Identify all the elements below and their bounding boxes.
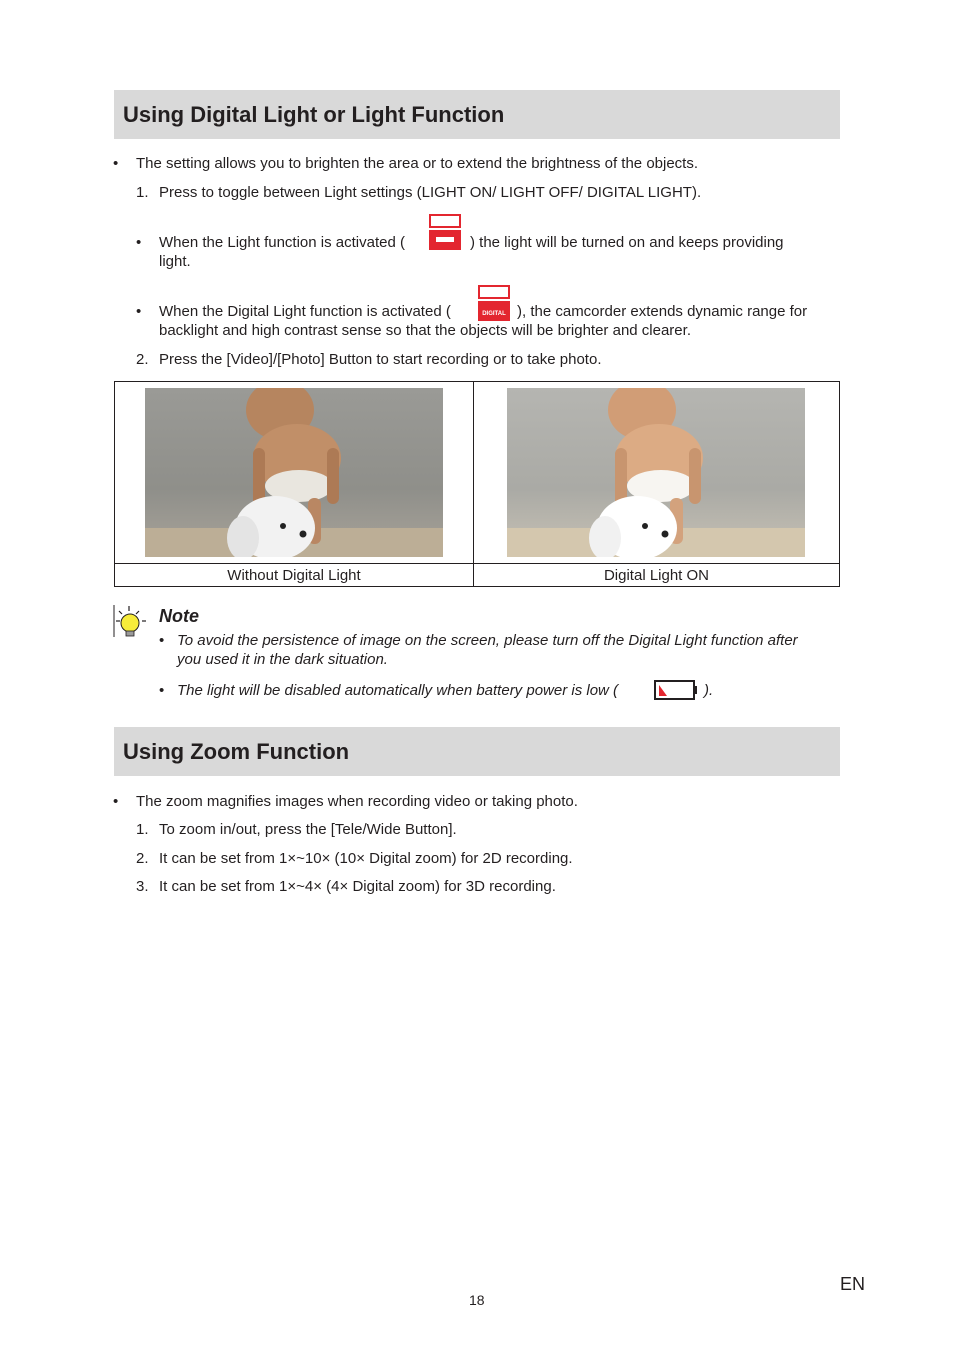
- battery-low-icon: [654, 680, 698, 700]
- section-title: Using Zoom Function: [123, 739, 350, 764]
- section-header-digital-light: [114, 90, 840, 139]
- step-2-text: Press the [Video]/[Photo] Button to start recording or to take photo.: [159, 351, 602, 368]
- table-divider: [115, 563, 839, 564]
- zoom-step-1: To zoom in/out, press the [Tele/Wide Button].: [159, 821, 457, 838]
- bullet-marker: •: [113, 155, 119, 172]
- section-title: Using Digital Light or Light Function: [123, 102, 505, 127]
- lightbulb-icon: [113, 603, 147, 639]
- bullet-marker: •: [136, 234, 142, 251]
- section-header-zoom: [114, 727, 840, 776]
- zoom-step-3: It can be set from 1×~4× (4× Digital zoom) for 3D recording.: [159, 878, 556, 895]
- caption-without-digital-light: Without Digital Light: [227, 567, 361, 584]
- digital-icon-label: DIGITAL: [482, 311, 506, 317]
- bullet-marker: •: [159, 632, 165, 649]
- note-item-1-line-2: you used it in the dark situation.: [177, 651, 388, 668]
- digital-light-text-before: When the Digital Light function is activated (: [159, 303, 451, 320]
- step-1-text: Press to toggle between Light settings (LIGHT ON/ LIGHT OFF/ DIGITAL LIGHT).: [159, 184, 702, 201]
- caption-digital-light-on: Digital Light ON: [603, 567, 710, 584]
- note-heading: Note: [159, 606, 199, 626]
- zoom-step-2: It can be set from 1×~10× (10× Digital zoom) for 2D recording.: [159, 850, 573, 867]
- bullet-marker: •: [136, 303, 142, 320]
- step-number: 2.: [136, 850, 149, 867]
- note-item-1-line-1: To avoid the persistence of image on the screen, please turn off the Digital Light function after: [177, 632, 798, 649]
- comparison-table: [114, 381, 840, 587]
- zoom-intro-text: The zoom magnifies images when recording video or taking photo.: [136, 793, 578, 810]
- note-item-2-text-after: ).: [704, 682, 714, 699]
- digital-light-icon: [477, 284, 511, 322]
- table-divider: [473, 382, 474, 586]
- photo-digital-light-on: [507, 388, 805, 557]
- light-on-icon: [428, 213, 462, 251]
- light-on-text-after: ) the light will be turned on and keeps providing: [470, 234, 784, 251]
- step-number: 1.: [136, 821, 149, 838]
- intro-text: The setting allows you to brighten the area or to extend the brightness of the objects.: [136, 155, 699, 172]
- page-number: 18: [469, 1292, 485, 1308]
- note-item-2-text-before: The light will be disabled automatically when battery power is low (: [177, 682, 619, 699]
- bullet-marker: •: [159, 682, 165, 699]
- bullet-marker: •: [113, 793, 119, 810]
- digital-light-text-wrap: backlight and high contrast sense so that the objects will be brighter and clearer.: [159, 322, 691, 339]
- light-on-text-wrap: light.: [159, 253, 191, 270]
- step-number: 2.: [136, 351, 149, 368]
- step-number: 1.: [136, 184, 149, 201]
- light-on-text-before: When the Light function is activated (: [159, 234, 405, 251]
- photo-without-digital-light: [145, 388, 443, 557]
- step-number: 3.: [136, 878, 149, 895]
- language-label: EN: [840, 1274, 866, 1294]
- digital-light-text-after: ), the camcorder extends dynamic range for: [517, 303, 808, 320]
